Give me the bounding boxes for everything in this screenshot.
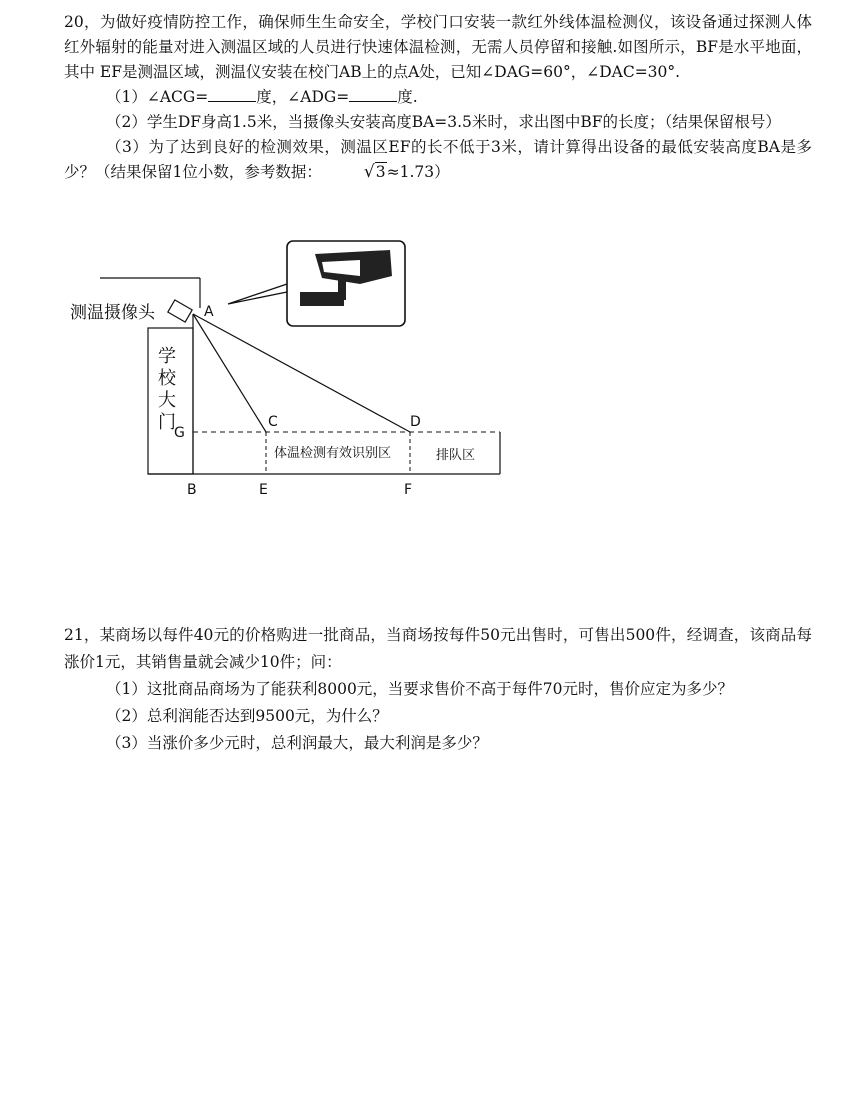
answer-blank-acg[interactable] [208,87,256,102]
gate-label-char-2: 校 [158,368,176,389]
point-b-label: B [187,482,197,498]
gate-label-char-4: 门 [158,412,176,433]
camera-illustration-icon [300,250,392,306]
segment-ac [193,314,266,432]
point-g-label: G [174,425,185,441]
segment-ad [193,314,410,432]
callout-pointer [228,284,287,304]
question-21-stem: 21，某商场以每件40元的价格购进一批商品，当商场按每件50元出售时，可售出500件，经调查，该商品每涨价1元，其销售量就会减少10件；问： [64,626,812,671]
question-20-stem: 20，为做好疫情防控工作，确保师生生命安全，学校门口安装一款红外线体温检测仪，该设备通过探测人体红外辐射的能量对进入测温区域的人员进行快速体温检测，无需人员停留和接触.如图所示，BF是水平地面，其中 EF是测温区域，测温仪安装在校门AB上的点A处，已知∠DAG=60°，∠DAC=30°. [64,13,812,81]
point-a-label: A [204,304,214,320]
point-f-label: F [404,482,413,498]
point-d-label: D [410,414,421,430]
question-20-part-1 [64,85,812,110]
question-20 [64,10,812,185]
point-c-label: C [268,414,278,430]
part-1-tail: 度. [397,88,418,106]
part-3-text: （3）为了达到良好的检测效果，测温区EF的长不低于3米，请计算得出设备的最低安装高度BA是多少？（结果保留1位小数，参考数据： [64,138,812,181]
question-20-part-3 [64,135,812,185]
point-e-label: E [259,482,268,498]
queue-zone-label: 排队区 [436,448,476,463]
camera-label: 测温摄像头 [70,303,155,323]
part-1-lead: （1）∠ACG= [106,88,209,106]
figure-svg [60,236,510,506]
part-3-approx: ≈1.73） [386,163,450,181]
camera-icon [168,300,192,322]
answer-blank-adg[interactable] [349,87,397,102]
question-21-part-3: （3）当涨价多少元时，总利润最大，最大利润是多少？ [106,734,488,752]
question-21-part-2: （2）总利润能否达到9500元，为什么？ [106,707,388,725]
geometry-figure [60,236,510,506]
question-21-part-1: （1）这批商品商场为了能获利8000元，当要求售价不高于每件70元时，售价应定为多少？ [106,680,734,698]
sqrt-argument: 3 [375,163,386,181]
question-20-part-2: （2）学生DF身高1.5米，当摄像头安装高度BA=3.5米时，求出图中BF的长度；（结果保留根号） [106,113,781,131]
part-1-mid: 度，∠ADG= [256,88,350,106]
gate-label-char-3: 大 [158,390,176,411]
sqrt-symbol: √3 [363,162,386,182]
detection-zone-label: 体温检测有效识别区 [274,446,392,461]
question-21 [64,622,812,757]
gate-label-char-1: 学 [158,346,176,367]
